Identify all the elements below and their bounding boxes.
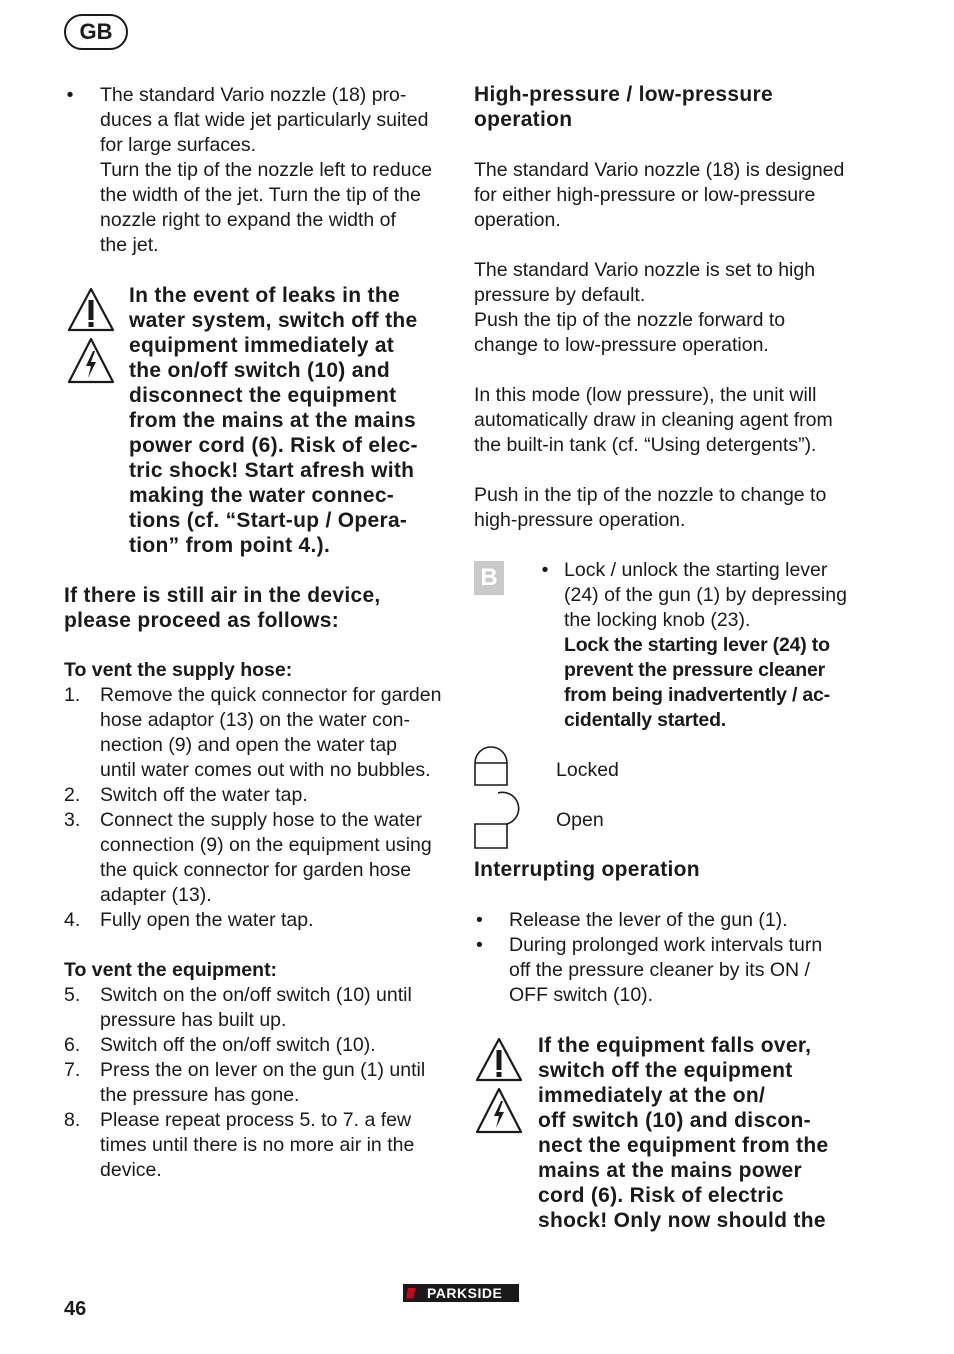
bullet-dot: • bbox=[476, 909, 483, 931]
text-line: immediately at the on/ bbox=[538, 1084, 766, 1107]
text-line: Switch on the on/off switch (10) until bbox=[100, 984, 412, 1006]
text-line: Fully open the water tap. bbox=[100, 909, 314, 931]
step-number: 4. bbox=[64, 909, 81, 931]
text-line: power cord (6). Risk of elec- bbox=[129, 434, 418, 457]
text-line: the built-in tank (cf. “Using detergents”). bbox=[474, 434, 817, 456]
text-line: water system, switch off the bbox=[129, 309, 418, 332]
list-item bbox=[474, 908, 874, 933]
text-line: pressure has built up. bbox=[100, 1009, 287, 1031]
text-line: automatically draw in cleaning agent from bbox=[474, 409, 833, 431]
text-line: the jet. bbox=[100, 234, 159, 256]
supply-hose-heading: To vent the supply hose: bbox=[64, 659, 293, 681]
text-line: Lock / unlock the starting lever bbox=[564, 559, 828, 581]
step-number: 6. bbox=[64, 1034, 81, 1056]
text-line: Push the tip of the nozzle forward to bbox=[474, 309, 786, 331]
step-number: 7. bbox=[64, 1059, 81, 1081]
text-line: cidentally started. bbox=[564, 709, 727, 731]
step-number: 2. bbox=[64, 784, 81, 806]
list-item bbox=[474, 933, 874, 1008]
page-number: 46 bbox=[64, 1298, 87, 1320]
text-line: tric shock! Start afresh with bbox=[129, 459, 415, 482]
text-line: The standard Vario nozzle (18) pro- bbox=[100, 84, 407, 106]
lock-bold-text bbox=[564, 633, 874, 733]
paragraph-4 bbox=[474, 483, 874, 533]
text-line: High-pressure / low-pressure bbox=[474, 83, 773, 106]
text-line: from being inadvertently / ac- bbox=[564, 684, 830, 706]
list-item bbox=[64, 1058, 454, 1108]
text-line: high-pressure operation. bbox=[474, 509, 686, 531]
text-line: During prolonged work intervals turn bbox=[509, 934, 823, 956]
paragraph-1 bbox=[474, 158, 874, 233]
text-line: In the event of leaks in the bbox=[129, 284, 400, 307]
text-line: The standard Vario nozzle is set to high bbox=[474, 259, 816, 281]
text-line: off the pressure cleaner by its ON / bbox=[509, 959, 810, 981]
text-line: Switch off the water tap. bbox=[100, 784, 308, 806]
text-line: nection (9) and open the water tap bbox=[100, 734, 398, 756]
text-line: please proceed as follows: bbox=[64, 609, 340, 632]
text-line: If the equipment falls over, bbox=[538, 1034, 812, 1057]
bullet-dot: • bbox=[541, 559, 549, 581]
text-line: operation bbox=[474, 108, 573, 131]
text-line: (24) of the gun (1) by depressing bbox=[564, 584, 847, 606]
list-item bbox=[64, 983, 454, 1033]
text-line: the width of the jet. Turn the tip of the bbox=[100, 184, 421, 206]
language-badge: GB bbox=[64, 14, 128, 50]
intro-bullet-text bbox=[100, 83, 450, 258]
text-line: prevent the pressure cleaner bbox=[564, 659, 826, 681]
text-line: nozzle right to expand the width of bbox=[100, 209, 396, 231]
text-line: Connect the supply hose to the water bbox=[100, 809, 422, 831]
text-line: Please repeat process 5. to 7. a few bbox=[100, 1109, 412, 1131]
bullet-dot: • bbox=[66, 84, 74, 106]
list-item bbox=[64, 1033, 454, 1058]
brand-name: PARKSIDE bbox=[427, 1285, 503, 1301]
text-line: adapter (13). bbox=[100, 884, 212, 906]
text-line: In this mode (low pressure), the unit will bbox=[474, 384, 817, 406]
text-line: cord (6). Risk of electric bbox=[538, 1184, 784, 1207]
step-number: 1. bbox=[64, 684, 81, 706]
leak-warning-text bbox=[129, 283, 449, 558]
hp-lp-heading bbox=[474, 82, 874, 132]
supply-steps-list bbox=[64, 683, 454, 933]
bullet-dot: • bbox=[476, 934, 483, 956]
text-line: the quick connector for garden hose bbox=[100, 859, 412, 881]
text-line: the pressure has gone. bbox=[100, 1084, 300, 1106]
step-number: 5. bbox=[64, 984, 81, 1006]
text-line: shock! Only now should the bbox=[538, 1209, 826, 1232]
lock-symbols bbox=[474, 745, 524, 850]
text-line: mains at the mains power bbox=[538, 1159, 802, 1182]
text-line: from the mains at the mains bbox=[129, 409, 416, 432]
paragraph-2 bbox=[474, 258, 874, 358]
text-line: Push in the tip of the nozzle to change to bbox=[474, 484, 827, 506]
text-line: the locking knob (23). bbox=[564, 609, 751, 631]
equipment-steps-list bbox=[64, 983, 454, 1183]
text-line: device. bbox=[100, 1159, 162, 1181]
text-line: If there is still air in the device, bbox=[64, 584, 381, 607]
step-number: 3. bbox=[64, 809, 81, 831]
text-line: for large surfaces. bbox=[100, 134, 257, 156]
text-line: Remove the quick connector for garden bbox=[100, 684, 442, 706]
text-line: Release the lever of the gun (1). bbox=[509, 909, 788, 931]
text-line: Switch off the on/off switch (10). bbox=[100, 1034, 376, 1056]
text-line: the on/off switch (10) and bbox=[129, 359, 390, 382]
text-line: hose adaptor (13) on the water con- bbox=[100, 709, 411, 731]
fall-warning-text bbox=[538, 1033, 878, 1233]
equipment-heading: To vent the equipment: bbox=[64, 959, 278, 981]
text-line: change to low-pressure operation. bbox=[474, 334, 769, 356]
warning-icon bbox=[66, 286, 116, 386]
text-line: equipment immediately at bbox=[129, 334, 395, 357]
list-item bbox=[64, 808, 454, 908]
text-line: Press the on lever on the gun (1) until bbox=[100, 1059, 426, 1081]
text-line: tion” from point 4.). bbox=[129, 534, 331, 557]
text-line: connection (9) on the equipment using bbox=[100, 834, 432, 856]
lock-bullet-text bbox=[564, 558, 874, 633]
figure-label-b: B bbox=[474, 561, 504, 595]
list-item bbox=[64, 783, 454, 808]
text-line: tions (cf. “Start-up / Opera- bbox=[129, 509, 408, 532]
brand-logo: //// PARKSIDE bbox=[403, 1284, 519, 1302]
list-item bbox=[64, 1108, 454, 1183]
interrupt-heading: Interrupting operation bbox=[474, 858, 700, 881]
text-line: The standard Vario nozzle (18) is designed bbox=[474, 159, 845, 181]
step-number: 8. bbox=[64, 1109, 81, 1131]
interrupt-bullets bbox=[474, 908, 874, 1008]
list-item bbox=[64, 908, 454, 933]
text-line: Lock the starting lever (24) to bbox=[564, 634, 830, 656]
text-line: switch off the equipment bbox=[538, 1059, 793, 1082]
paragraph-3 bbox=[474, 383, 874, 458]
air-heading bbox=[64, 583, 444, 633]
text-line: Turn the tip of the nozzle left to reduce bbox=[100, 159, 433, 181]
text-line: times until there is no more air in the bbox=[100, 1134, 415, 1156]
open-label: Open bbox=[556, 809, 604, 831]
text-line: operation. bbox=[474, 209, 561, 231]
text-line: nect the equipment from the bbox=[538, 1134, 829, 1157]
text-line: OFF switch (10). bbox=[509, 984, 654, 1006]
list-item bbox=[64, 683, 454, 783]
text-line: duces a flat wide jet particularly suited bbox=[100, 109, 429, 131]
text-line: for either high-pressure or low-pressure bbox=[474, 184, 816, 206]
text-line: pressure by default. bbox=[474, 284, 646, 306]
locked-label: Locked bbox=[556, 759, 619, 781]
text-line: disconnect the equipment bbox=[129, 384, 397, 407]
text-line: making the water connec- bbox=[129, 484, 395, 507]
text-line: off switch (10) and discon- bbox=[538, 1109, 811, 1132]
text-line: until water comes out with no bubbles. bbox=[100, 759, 431, 781]
warning-icon bbox=[474, 1036, 524, 1136]
